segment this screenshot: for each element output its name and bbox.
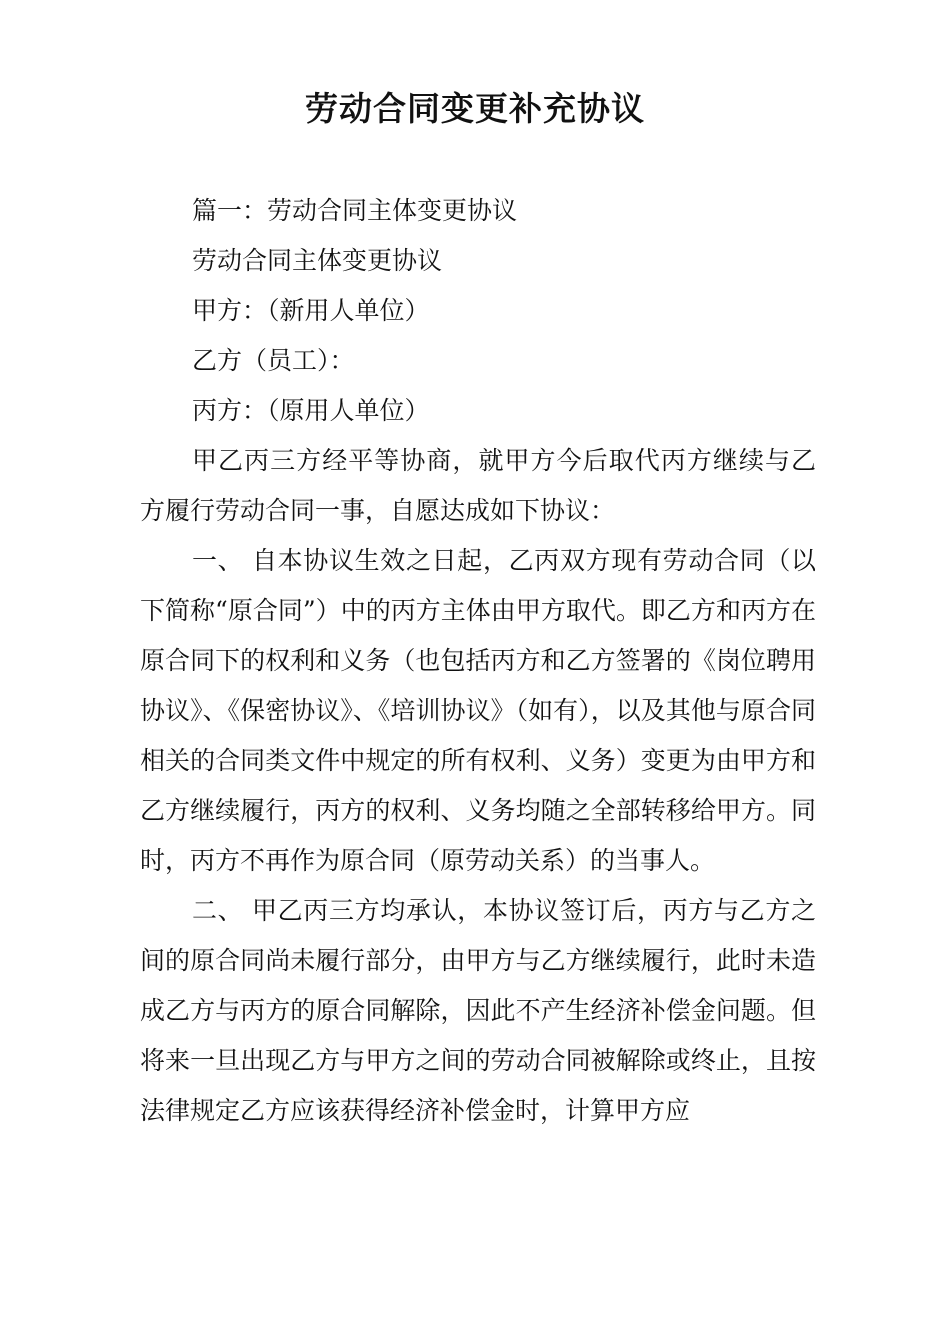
- clause-1-paragraph: 一、 自本协议生效之日起，乙丙双方现有劳动合同（以下简称“原合同”）中的丙方主体由甲方取代。即乙方和丙方在原合同下的权利和义务（也包括丙方和乙方签署的《岗位聘用协议》、《保密协议》、《培训协议》（如有），以及其他与原合同相关的合同类文件中规定的所有权利、义务）变更为由甲方和乙方继续履行，丙方的权利、义务均随之全部转移给甲方。同时，丙方不再作为原合同（原劳动关系）的当事人。: [140, 546, 816, 875]
- party-a-line: 甲方：（新用人单位）: [192, 296, 430, 325]
- clause-2-paragraph: 二、 甲乙丙三方均承认，本协议签订后，丙方与乙方之间的原合同尚未履行部分，由甲方与乙方继续履行，此时未造成乙方与丙方的原合同解除，因此不产生经济补偿金问题。但将来一旦出现乙方与甲方之间的劳动合同被解除或终止，且按法律规定乙方应该获得经济补偿金时，计算甲方应: [140, 896, 816, 1125]
- intro-paragraph: 甲乙丙三方经平等协商，就甲方今后取代丙方继续与乙方履行劳动合同一事，自愿达成如下协议：: [140, 446, 816, 525]
- party-b-line: 乙方（员工）：: [192, 346, 355, 375]
- document-body: [140, 186, 816, 1136]
- party-c-line: 丙方：（原用人单位）: [192, 396, 430, 425]
- agreement-subtitle: 劳动合同主体变更协议: [192, 246, 443, 275]
- document-title: 劳动合同变更补充协议: [305, 89, 645, 128]
- section-heading: 篇一：劳动合同主体变更协议: [192, 196, 518, 225]
